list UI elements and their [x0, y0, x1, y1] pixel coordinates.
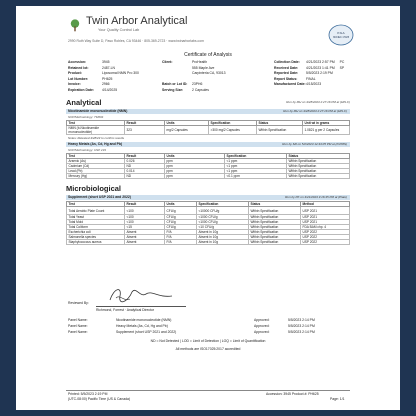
- approved-date: 5/5/2023 2:14 PM: [288, 318, 315, 322]
- table-row: Staphylococcus aureus Absent P/A Absent in 10g Within Specification USP 2022: [67, 240, 350, 245]
- info-left: [68, 60, 139, 94]
- signature: [106, 284, 176, 306]
- tree-logo-icon: [68, 18, 82, 32]
- table-row: Mercury (Hg) ND ppm <0.1 ppm Within Specification: [67, 174, 350, 179]
- info-row: Product: Liposomal NMN Pro 300: [68, 71, 139, 76]
- table-row: NMN (b-Nicotinamide mononucleotide) 323 mg/2 Capsules >300 mg/2 Capsules Within Specification 1.0821 g per 2 Capsules: [67, 126, 350, 135]
- company-address: 2990 Ruth Way Suite D, Paso Robles, CA 93446 · 805-369-2723 · www.twinarborlabs.com: [68, 39, 204, 43]
- table-row: Arsenic (As) 0.026 ppm <1 ppm Within Specification: [67, 159, 350, 164]
- accreditation-note: All methods are ISO17025:2017 accredited: [175, 347, 241, 351]
- table-header-row: Test Result Units Specification Status: [67, 154, 350, 159]
- info-row: Reported Date: 5/5/2023 2:19 PM: [274, 71, 333, 76]
- panel-band-nmn: Nicotinamide mononucleotide (NMN) Run by MH on 4/28/2023 2:27:16 PM at (HPLC): [66, 109, 350, 114]
- info-row: Retained lot: 2487-LN: [68, 65, 116, 70]
- method-metals: SOP/Methodology: USP 233: [68, 148, 106, 152]
- table-row: Cadmium (Cd) ND ppm <1 ppm Within Specification: [67, 164, 350, 169]
- info-row: Batch or Lot ID: 23PH6: [162, 82, 203, 87]
- info-row: Expiration Date: 4/14/2025: [68, 87, 118, 92]
- panel-band-micro: Supplement (short USP 2021 and 2022) Run by PK on 4/21/2023 3:16:45 PM at (Plate): [66, 195, 350, 200]
- approved-label: Approved:: [254, 330, 270, 334]
- table-row: Total Yeast <100 CFU/g <1000 CFU/g Within Specification USP 2021: [67, 215, 350, 220]
- approved-label: Approved:: [254, 324, 270, 328]
- info-row: Accession: 3945: [68, 60, 110, 64]
- panel-name: Nicotinamide mononucleotide (NMN): [116, 318, 172, 322]
- company-name: Twin Arbor Analytical: [86, 15, 188, 27]
- certificate-title: Certificate of Analysis: [184, 52, 232, 58]
- reviewed-by-label: Reviewed By:: [68, 301, 89, 305]
- info-row: Carpinteria CA, 93013: [192, 71, 226, 76]
- signer-name: Richmond, Forrest · Analytical Director: [96, 308, 155, 312]
- coa-document: [16, 6, 400, 410]
- panel-name: Supplement (short USP 2021 and 2022): [116, 330, 177, 334]
- svg-text:ISO/IEC 17025: ISO/IEC 17025: [332, 36, 350, 39]
- approved-label: Approved:: [254, 318, 270, 322]
- method-nmn: SOP/Methodology: TM694: [68, 115, 104, 119]
- footer-accession: Accession: 3945 Product #: PH625: [266, 392, 319, 396]
- info-row: Manufactured Date:4/15/2023: [274, 82, 322, 87]
- table-metals: [66, 153, 350, 179]
- panel-band-metals: Heavy Metals (As, Cd, Hg and Pb) Run by SR on 5/2/2023 12:43:05 PM at (ICPMS): [66, 142, 350, 147]
- table-row: Total Mold <100 CFU/g <1000 CFU/g Within Specification USP 2021: [67, 220, 350, 225]
- approved-date: 5/5/2023 2:14 PM: [288, 330, 315, 334]
- info-row: Invoice: 2966: [68, 82, 110, 87]
- info-row: 555 Maple Ave: [192, 65, 215, 70]
- info-row: Serving Size: 2 Capsules: [162, 87, 209, 92]
- accreditation-seal: [328, 24, 354, 46]
- panel-name: Heavy Metals (As, Cd, Hg and Pb): [116, 324, 168, 328]
- printed-date: Printed: 5/5/2023 2:19 PM: [68, 392, 108, 396]
- info-row: Received Date: 4/21/2023 1:41 PM SP: [274, 65, 345, 70]
- section-run-note: Run by MH on 4/28/2023 2:27:16 PM at (HPLC): [286, 100, 350, 104]
- approved-date: 5/5/2023 2:14 PM: [288, 324, 315, 328]
- signature-line: [96, 306, 186, 307]
- table-row: Salmonella species Absent P/A Absent in 10g Within Specification USP 2022: [67, 235, 350, 240]
- table-row: Total Aerobic Plate Count <100 CFU/g <10000 CFU/g Within Specification USP 2021: [67, 207, 350, 215]
- company-tagline: Your Quality Control Lab: [98, 28, 140, 32]
- info-row: Report Status: FINAL: [274, 76, 316, 81]
- panel-label: Panel Name:: [68, 324, 88, 328]
- panel-label: Panel Name:: [68, 330, 88, 334]
- table-row: Lead (Pb) 0.014 ppm <1 ppm Within Specification: [67, 169, 350, 174]
- nmn-notes: Notes: Retested 4/28/23 to confirm results: [68, 136, 125, 140]
- info-row: Client: ProHealth: [162, 60, 208, 64]
- svg-text:PJLA: PJLA: [337, 31, 345, 35]
- page-number: Page: 1/1: [330, 397, 345, 401]
- info-mid: [162, 60, 226, 94]
- table-row: Escherichia coli Absent P/A Absent in 10g Within Specification USP 2022: [67, 230, 350, 235]
- table-header-row: Test Result Units Specification Status Method: [67, 202, 350, 207]
- footer-divider: [66, 390, 350, 391]
- info-row: Collection Date: 4/21/2023 2:57 PM PC: [274, 60, 345, 64]
- info-right: [274, 60, 344, 88]
- table-row: Total Coliform <15 CFU/g <10 CFU/g Within Specification FDA BAM chp. 4: [67, 225, 350, 230]
- table-micro: [66, 201, 350, 245]
- table-nmn: [66, 120, 350, 135]
- table-header-row: Test Result Units Specification Status Unit wt in grams: [67, 121, 350, 126]
- panel-label: Panel Name:: [68, 318, 88, 322]
- section-title-analytical: Analytical: [66, 98, 102, 107]
- timezone: (UTC-08:00) Pacific Time (US & Canada): [68, 397, 130, 401]
- info-row: Lot Number: PH625: [68, 76, 113, 81]
- section-title-micro: Microbiological: [66, 184, 122, 193]
- abbreviation-legend: ND = Not Detected | LOD = Limit of Detection | LOQ = Limit of Quantification: [150, 339, 266, 343]
